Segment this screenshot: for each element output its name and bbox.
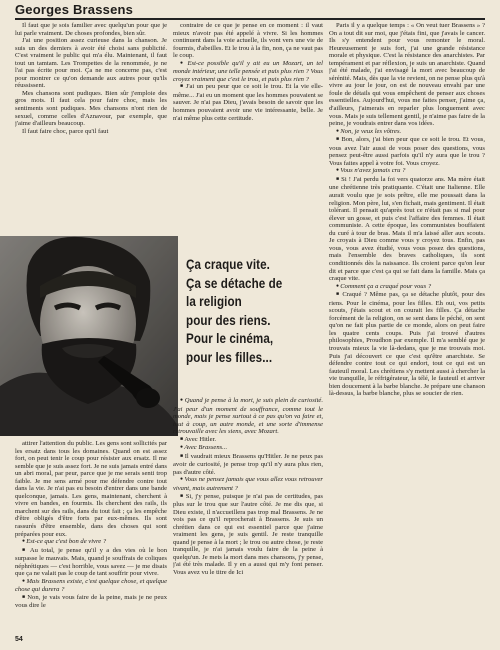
body-paragraph: Mes chansons sont pudiques. Bien sûr j'emploie des gros mots. Il faut cela pour faire choc, mais les sentiments sont pudiques. Mes chansons n'ont rien de sexuel, comme celles d'Aznavour, par exemple, que j'aime d'ailleurs beaucoup.: [15, 89, 167, 128]
column-3: [329, 22, 485, 630]
interview-question: ● Quand je pense à la mort, je suis plein de curiosité. J'ai peur d'un moment de souffrance, comme tout le monde, mais je pense surtout à ce pas qu'on va faire et, tout à coup, un autre monde, et une sorte d'immense retrouvaille avec les siens, avec Mozart.: [173, 397, 323, 436]
column-2-bottom: [173, 397, 323, 630]
interview-question: ● Est-ce possible qu'il y ait eu un Mozart, un tel monde intérieur, une telle pensée et puis plus rien ? Vous croyez vraiment que c'est le trou, et puis plus rien ?: [173, 60, 323, 84]
interview-question: ● Vous n'avez jamais cru ?: [329, 167, 485, 176]
article-header-title: Georges Brassens: [15, 2, 134, 17]
interview-question: ● Est-ce que c'est bon de vivre ?: [15, 538, 167, 547]
column-2-top: [173, 22, 323, 234]
pull-quote-line: pour les filles...: [186, 349, 273, 366]
pull-quote-line: Ça se détache de: [186, 275, 283, 292]
interview-question: ● Non, je veux les vôtres.: [329, 128, 485, 137]
body-paragraph: Il faut faire choc, parce qu'il faut: [22, 127, 109, 135]
pull-quote: [186, 256, 301, 367]
pull-quote-line: pour des riens.: [186, 312, 271, 329]
interview-answer: ■ J'ai un peu peur que ce soit le trou. Et la vie elle-même... J'ai eu un moment que les hommes pouvaient se sauver. Je n'ai pas Dieu, j'avais besoin de savoir que les hommes pouvaient avoir une vie intéressante, belle. Je n'ai même plus cette certitude.: [173, 83, 323, 122]
interview-question: ● Mais Brassens existe, c'est quelque chose, et quelque chose qui durera ?: [15, 578, 167, 594]
pull-quote-line: la religion: [186, 294, 242, 310]
page-number: 54: [15, 636, 23, 643]
interview-answer: ■ Au total, je pense qu'il y a des vies où le bon surpasse le mauvais. Mais, quand je souffrais de coliques néphrétiques — c'est horrible, vous savez — je me disais que ça ne valait pas le coup de tant souffrir pour vivre.: [15, 547, 167, 578]
interview-question: ● Avec Brassens...: [173, 444, 323, 453]
interview-answer: ■ Si, j'y pense, puisque je n'ai pas de certitudes, pas plus sur le trou que sur l'autre côté. Je me dis que, si Dieu existe, il n'accueillera pas trop mal Brassens. Je ne vois pas ce qu'il reprocherait à Brassens. Je suis un chrétien dans ce qui est essentiel parce que j'aime vraiment les gens, je suis gentil. Je reste tranquille quand je pense à la mort ; le trou ou autre chose, je reste tranquille, je n'ai jamais voulu faire de la peine à quelqu'un. Je mets la mort dans mes chansons, j'y pense, j'ai été très malade. Il y en a aussi qui m'y font penser. Vous avez vu le titre de Ici: [173, 493, 323, 577]
body-paragraph: Il faut que je sois familier avec quelqu'un pour que je lui parle vraiment. De choses profondes, bien sûr.: [15, 22, 167, 37]
body-paragraph: attirer l'attention du public. Les gens sont sollicités par les ersatz dans tous les domaines. Quand on est assez fort, on peut tenir le coup pour résister aux ersatz. Il me semble que je suis assez fort. Je ne suis jamais entré dans un abri moral, par peur, parce que je me serais senti trop faible. Je me sens armé pour me défendre contre tout dans la vie. Je n'ai pas eu besoin d'entrer dans une bande quelconque, jamais. Les gens, maintenant, cherchent à vivre en bandes, en fourmis. Ils cherchent des rails, ils marchent sur des rails, dans du tout fait ; ça les empêche d'être obligés d'être forts par eux-mêmes. Ils sont rassurés d'être ensemble, dans des choses qui sont préparées pour eux.: [15, 440, 167, 538]
interview-answer: ■ Si ! J'ai perdu la foi vers quatorze ans. Ma mère était une chrétienne très pratiquante. C'était une Italienne. Elle aurait voulu que je sois prêtre, elle me poussait dans la religion. Mon père, lui, s'en fichait, mais gentiment. Il était tolérant. Il pensait qu'après tout ce n'était pas si mal pour élever un gosse, et puis c'est l'affaire des femmes. Il était communiste. A cette époque, les communistes bouffaient du curé à tour de bras. Mais il m'a laissé aller aux scouts. Je croyais à Dieu comme vous y croyez tous. Enfin, pas vous, vous avez étudié, vous vous posez des questions, mais l'ensemble des braves catholiques, ils sont conditionnés dès la naissance. Ils croient parce qu'on leur dit et parce que c'est ça qui se fait dans la famille. Mais ça craque vite.: [329, 176, 485, 283]
interview-answer: ■ Avec Hitler.: [173, 436, 323, 445]
body-paragraph: J'ai une position assez curieuse dans la chanson. Je suis un des derniers à avoir été choisi sans publicité. C'est vraiment le public qui m'a élu. Maintenant, il faut tout un tamtam. Les Trompettes de la renommée, je ne l'ai pas écrite pour moi. Ça ne me concerne pas, c'est pour montrer ce qu'on demande aux autres pour qu'ils réussissent.: [15, 37, 167, 90]
column-1-top: [15, 22, 167, 234]
pull-quote-line: Pour le cinéma,: [186, 331, 274, 347]
portrait-photo: [0, 236, 178, 436]
body-paragraph: contraire de ce que je pense en ce moment : il vaut mieux n'avoir pas été appelé à vivre. Si les hommes continuent dans la voie actuelle, ils vont vers une vie de fourmis, d'abeilles. Et le trou à la fin, non, ça ne vaut pas le coup.: [173, 22, 323, 60]
column-1-bottom: [15, 440, 167, 630]
interview-question: ● Vous ne pensez jamais que vous allez vous retrouver vivant, mais autrement ?: [173, 476, 323, 492]
interview-answer: ■ Non, je vais vous faire de la peine, mais je ne peux vous dire le: [15, 594, 167, 610]
header-rule: [15, 18, 485, 20]
interview-answer: ■ Il vaudrait mieux Brassens qu'Hitler. Je ne peux pas avoir de curiosité, je pense trop qu'il n'y aura plus rien, pas d'autre côté.: [173, 453, 323, 477]
interview-answer: ■ Craqué ? Même pas, ça se détache plutôt, pour des riens. Pour le cinéma, pour les filles. Eh oui, vos petits scouts, j'étais scout et on courait les filles. Ça détache forcément de la religion, on se sent dans le péché, on sent qu'on ne fait plus partie de ce monde, alors on peut faire les quatre cents coups. Puis j'ai trouvé d'autres philosophies, Proudhon par exemple. Il m'a semblé que je trouvais mieux la vie là-dedans, que je me trouvais moi. Puis j'ai découvert ce que c'est qu'être anarchiste. Se défendre contre tout ce qui endort, tout ce qui est un fauteuil moral. Les chrétiens s'y mettent aussi à chercher la vie tranquille, le réfrigérateur, la télé, le fauteuil et arriver bien doucement à la barbe blanche. Je prépare une chanson là-dessus, la barbe blanche, plus se soucier de rien.: [329, 291, 485, 398]
body-paragraph: Paris il y a quelque temps : « On veut tuer Brassens » ? On a tout dit sur moi, que j'étais fini, que j'avais le cancer. Ils s'y entendent pour vous remonter le moral. Heureusement je suis fort, j'ai une grande résistance morale et physique. C'est la résistance des anarchistes. Par tempérament et par réflexion, je suis un anarchiste. Quand j'ai été malade, j'ai envisagé la mort avec beaucoup de sérénité. Mais, dès que la vie revient, on ne pense plus qu'à vivre au jour le jour, on est de nouveau envahi par une foule de détails qui vous empêchent de penser aux choses essentielles. Aujourd'hui, vous me faites penser, j'aime ça, d'ailleurs, j'aimerais en reparler plus longuement avec vous. Mais je suis tellement gentil, je n'aime pas faire de la peine, je voudrais entrer dans vos idées.: [329, 22, 485, 128]
interview-answer: ■ Bon, alors, j'ai bien peur que ce soit le trou. Et vous, vous avez l'air aussi de vous poser des questions, vous pensez peut-être aussi parfois qu'il n'y aura que le trou ? Vous faites appel à votre foi. Vous croyez.: [329, 136, 485, 167]
pull-quote-line: Ça craque vite.: [186, 257, 270, 273]
interview-question: ● Comment ça a craqué pour vous ?: [329, 283, 485, 292]
